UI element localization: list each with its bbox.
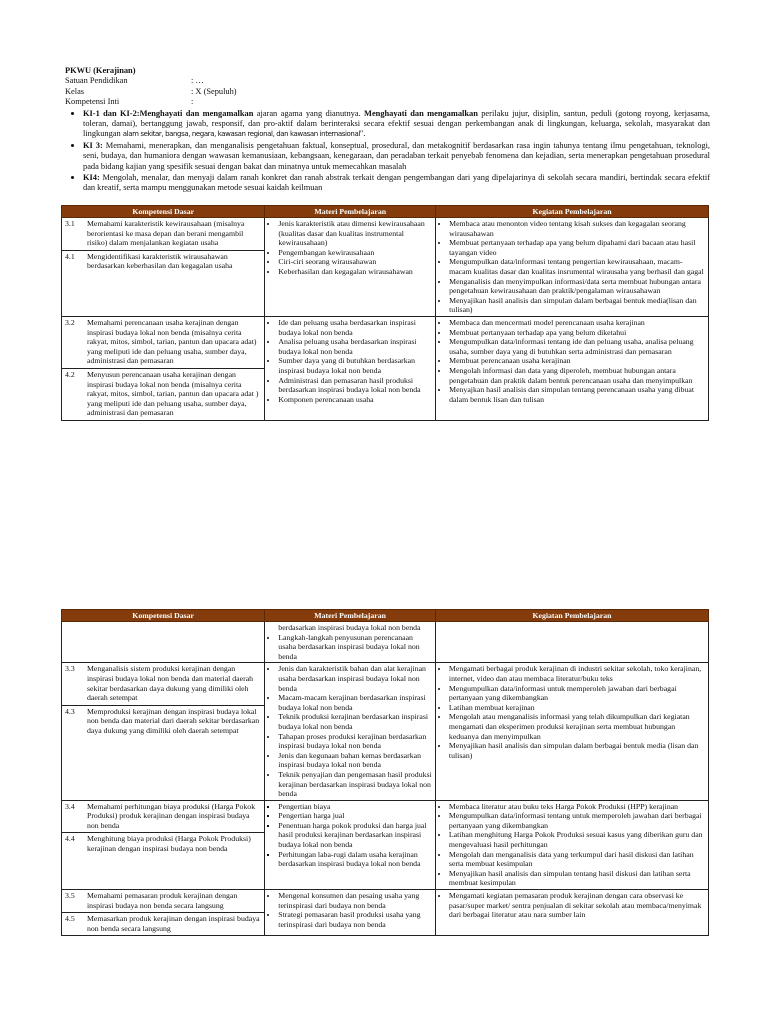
kd-item	[62, 705, 264, 738]
kegiatan-list	[439, 891, 705, 920]
table-row	[62, 622, 709, 663]
kd-number: 4.4	[65, 834, 75, 844]
materi-item: • Teknik produksi kerajinan berdasarkan inspirasi budaya lokal non benda	[278, 712, 432, 731]
kegiatan-item: • Mengumpulkan data/informasi tentang untuk memperoleh jawaban dari berbagai pertanyaan yang dikembangkan	[449, 811, 705, 830]
kegiatan-item: • Membaca literatur atau buku teks Harga Pokok Produksi (HPP) kerajinan	[449, 802, 705, 812]
kegiatan-item: • Mengolah atau menganalisis informasi yang telah dikumpulkan dari kegiatan mengamati dan eksperimen produksi kerajinan serta membuat hubungan keduanya dan menyimpulkan	[449, 712, 705, 741]
kegiatan-item: • Membuat pertanyaan terhadap apa yang belum diketahui	[449, 328, 705, 338]
kegiatan-item: • Membaca atau menonton video tentang kisah sukses dan kegagalan seorang wirausahawan	[449, 219, 705, 238]
materi-item: • Analisa peluang usaha berdasarkan inspirasi budaya lokal non benda	[278, 337, 432, 356]
kd-item	[62, 912, 264, 935]
column-header-kegiatan: Kegiatan Pembelajaran	[435, 610, 708, 622]
kegiatan-item: • Mengamati berbagai produk kerajinan di industri sekitar sekolah, toko kerajinan, internet, video dan atau membaca literatur/buku teks	[449, 664, 705, 683]
ki-list	[65, 108, 710, 194]
silabus-table-1	[61, 205, 709, 421]
kd-cell	[62, 800, 265, 889]
field-row: Kompetensi Inti :	[65, 97, 194, 107]
kd-number: 3.1	[65, 219, 75, 228]
kd-number: 4.1	[65, 251, 75, 261]
materi-list	[268, 664, 432, 798]
materi-item: • Macam-macam kerajinan berdasarkan inspirasi budaya lokal non benda	[278, 693, 432, 712]
materi-list	[268, 891, 432, 929]
kd-number: 4.2	[65, 369, 75, 379]
kd-text: Memahami perhitungan biaya produksi (Harga Pokok Produksi) produk kerajinan dengan inspirasi budaya non benda	[87, 801, 256, 830]
materi-item: • Jenis karakteristik atau dimensi kewirausahaan (kualitas dasar dan kualitas instrumental kewirausahaan)	[278, 219, 432, 248]
ki-3: • KI 3: Memahami, menerapkan, dan menganalisis pengetahuan faktual, konseptual, prosedural, dan metakognitif berdasarkan rasa ingin tahunya tentang ilmu pengetahuan, teknologi, seni, budaya, dan humaniora dengan wawasan kemanusiaan, kebangsaan, kenegaraan, dan peradaban terkait penyebab fenomena dan kejadian, serta menerapkan pengetahuan prosedural pada bidang kajian yang spesifik sesuai dengan bakat dan minatnya untuk memecahkan masalah	[83, 140, 710, 172]
materi-cell	[265, 663, 436, 800]
kd-cell	[62, 890, 265, 936]
kegiatan-cell	[436, 218, 709, 317]
silabus-table-2	[61, 609, 709, 936]
materi-item: ▪ Penentuan harga pokok produksi dan harga jual hasil produksi kerajinan berdasarkan inspirasi budaya lokal non benda	[278, 821, 432, 850]
materi-item: • Pengembangan kewirausahaan	[278, 248, 432, 258]
kegiatan-cell	[435, 663, 708, 800]
materi-cell	[265, 622, 436, 663]
kd-number: 3.3	[65, 664, 75, 674]
materi-item: • Komponen perencanaan usaha	[278, 395, 432, 405]
kegiatan-item: • Mengumpulkan data/informasi tentang ide dan peluang usaha, analisa peluang usaha, sumber daya yang di butuhkan serta administrasi dan pemasaran	[449, 337, 705, 356]
kd-text: Menganalisis sistem produksi kerajinan dengan inspirasi budaya lokal non benda dan material daerah sekitar berdasarkan daya dukung yang dimiliki oleh daerah setempat	[87, 664, 254, 703]
materi-list	[268, 219, 432, 277]
kegiatan-item: • Mengamati kegiatan pemasaran produk kerajinan dengan cara observasi ke pasar/super market/ sentra penjualan di sekitar sekolah atau membaca/menyimak dari berbagai literatur atau nara sumber lain	[449, 891, 705, 920]
kd-text: Menghitung biaya produksi (Harga Pokok Produksi) kerajinan dengan inspirasi budaya non benda	[87, 834, 251, 854]
materi-item: • Ciri-ciri seorang wirausahawan	[278, 257, 432, 267]
column-header-kd: Kompetensi Dasar	[62, 206, 265, 218]
kegiatan-list	[439, 219, 705, 315]
materi-item: • Mengenal konsumen dan pesaing usaha yang terinspirasi dari budaya non benda	[278, 891, 432, 910]
ki-1-2: • KI-1 dan KI-2:Menghayati dan mengamalkan ajaran agama yang dianutnya. Menghayati dan mengamalkan perilaku jujur, disiplin, santun, peduli (gotong royong, kerjasama, toleran, damai), bertanggung jawab, responsif, dan pro-aktif dalam berinteraksi secara efektif sesuai dengan perkembangan anak di lingkungan, keluarga, sekolah, masyarakat dan lingkungan alam sekitar, bangsa, negara, kawasan regional, dan kawasan internasional".	[83, 108, 710, 140]
table-row	[62, 890, 709, 936]
materi-item: • Keberhasilan dan kegagalan wirausahawan	[278, 267, 432, 277]
kd-text: Mengidentifikasi karakteristik wirausahawan berdasarkan keberhasilan dan kegagalan usaha	[87, 251, 233, 271]
materi-item: • Strategi pemasaran hasil produksi usaha yang terinspirasi dari budaya non benda	[278, 910, 432, 929]
materi-continued: berdasarkan inspirasi budaya lokal non benda	[278, 623, 421, 632]
kd-text: Memproduksi kerajinan dengan inspirasi budaya lokal non benda dan material dari daerah sekitar berdasarkan daya dukung yang dimiliki oleh daerah setempat	[87, 706, 260, 735]
kd-number: 3.5	[65, 891, 75, 901]
kegiatan-cell	[435, 622, 708, 663]
materi-item: • Ide dan peluang usaha berdasarkan inspirasi budaya lokal non benda	[278, 318, 432, 337]
table-row	[62, 663, 709, 800]
kegiatan-item: • Latihan menghitung Harga Pokok Produksi sesuai kasus yang diberikan guru dan mengevaluasi hasil perhitungan	[449, 830, 705, 849]
kegiatan-list	[439, 664, 705, 760]
kegiatan-list	[439, 802, 705, 888]
materi-item: • Jenis dan karakteristik bahan dan alat kerajinan usaha berdasarkan inspirasi budaya lokal non benda	[278, 664, 432, 693]
kegiatan-item: • Menyajkan hasil analisis dan simpulan tentang perencanaan usaha yang dibuat dalam bentuk lisan dan tulisan	[449, 385, 705, 404]
kegiatan-item: • Menyajikan hasil analisis dan simpulan tentang hasil diskusi dan latihan serta membuat kesimpulan	[449, 869, 705, 888]
kd-text: Memahami pemasaran produk kerajinan dengan inspirasi budaya non benda secara langsung	[87, 891, 238, 910]
kegiatan-item: • Membuat pertanyaan terhadap apa yang belum dipahami dari bacaan atau hasil tayangan video	[449, 238, 705, 257]
kd-item	[62, 317, 264, 368]
materi-item: • Langkah-langkah penyusunan perencanaan usaha berdasarkan inspirasi budaya lokal non benda	[278, 633, 432, 662]
kd-text: Memahami perencanaan usaha kerajinan dengan inspirasi budaya lokal non benda (misalnya cerita rakyat, mitos, simbol, tarian, pantun dan upacara adat) yang meliputi ide dan peluang usaha, sumber daya, administrasi dan pemasaran	[87, 317, 257, 366]
kd-cell	[62, 218, 265, 317]
materi-cell	[265, 890, 436, 936]
column-header-kd: Kompetensi Dasar	[62, 610, 265, 622]
kegiatan-cell	[436, 316, 709, 420]
table-row	[62, 316, 709, 420]
kd-item	[62, 218, 264, 250]
kegiatan-item: • Mengolah informasi dan data yang diperoleh, membuat hubungan antara pengetahuan dan praktik dalam bentuk perencanaan usaha dan menyimpulkan	[449, 366, 705, 385]
materi-item: ▪ Pengertian harga jual	[278, 811, 432, 821]
table-header-row	[62, 610, 709, 622]
materi-item: ▪ Perhitungan laba-rugi dalam usaha kerajinan berdasarkan inspirasi budaya lokal non benda	[278, 850, 432, 869]
kd-number: 4.5	[65, 914, 75, 924]
field-row: Kelas : X (Sepuluh)	[65, 86, 237, 96]
kegiatan-item: • Membaca dan mencermati model perencanaan usaha kerajinan	[449, 318, 705, 328]
document-header	[65, 66, 710, 194]
handwritten-insert: alam sekitar, bangsa, negara, kawasan regional, dan kawasan internasional	[122, 130, 360, 139]
column-header-kegiatan: Kegiatan Pembelajaran	[436, 206, 709, 218]
kd-cell	[62, 663, 265, 800]
kd-item	[62, 250, 264, 273]
kd-text: Menyusun perencanaan usaha kerajinan dengan inspirasi budaya lokal non benda (misalnya cerita rakyat, mitos, simbol, tarian, pantun dan upacara adat ) yang meliputi ide dan peluang usaha, sumber daya, administrasi dan pemasaran	[87, 369, 259, 418]
kd-cell	[62, 316, 265, 420]
kegiatan-item: • Mengumpulkan data/informasi untuk memperoleh jawaban dari berbagai pertanyaan yang dikembangkan	[449, 684, 705, 703]
subject-title: PKWU (Kerajinan)	[65, 66, 136, 75]
kegiatan-cell	[435, 800, 708, 889]
column-header-materi: Materi Pembelajaran	[265, 206, 436, 218]
materi-item: • Sumber daya yang di butuhkan berdasarkan inspirasi budaya lokal non benda	[278, 356, 432, 375]
kegiatan-item: • Menganalisis dan menyimpulkan informasi/data serta membuat hubungan antara pengetahuan kewirausahaan dan praktik/pengalaman wirausahawan	[449, 277, 705, 296]
ki-4: • KI4: Mengolah, menalar, dan menyaji dalam ranah konkret dan ranah abstrak terkait dengan pengembangan dari yang dipelajarinya di sekolah secara mandiri, bertindak secara efektif dan kreatif, serta mampu menggunakan metode sesuai kaidah keilmuan	[83, 172, 710, 194]
table-row	[62, 800, 709, 889]
materi-list	[268, 802, 432, 869]
materi-cell	[265, 800, 436, 889]
materi-item: • Administrasi dan pemasaran hasil produksi berdasarkan inspirasi budaya lokal non benda	[278, 376, 432, 395]
materi-list	[268, 318, 432, 404]
materi-item: ▪ Pengertian biaya	[278, 802, 432, 812]
materi-item: • Jenis dan kegunaan bahan kemas berdasarkan inspirasi budaya lokal non benda	[278, 751, 432, 770]
materi-cell	[265, 316, 436, 420]
kd-text: Memahami karakteristik kewirausahaan (misalnya berorientasi ke masa depan dan berani mengambil risiko) dalam menjalankan kegiatan usaha	[87, 219, 245, 248]
kegiatan-item: • Menyajikan hasil analisis dan simpulan dalam berbagai bentuk media(lisan dan tulisan)	[449, 296, 705, 315]
kd-number: 3.2	[65, 317, 75, 327]
table-row	[62, 218, 709, 317]
kegiatan-item: • Membuat perencanaan usaha kerajinan	[449, 356, 705, 366]
kegiatan-cell	[435, 890, 708, 936]
kd-item	[62, 890, 264, 912]
materi-cell	[265, 218, 436, 317]
column-header-materi: Materi Pembelajaran	[265, 610, 436, 622]
kd-item	[62, 801, 264, 833]
kd-item	[62, 368, 264, 420]
kegiatan-item: • Mengumpulkan data/informasi tentang pengertian kewirausahaan, macam- macam kualitas dasar dan kualitas insrumental wirausaha yang berhasil dan gagal	[449, 257, 705, 276]
kd-number: 3.4	[65, 801, 75, 811]
kegiatan-item: • Mengolah dan menganalisis data yang terkumpul dari hasil diskusi dan latihan serta membuat kesimpulan	[449, 850, 705, 869]
kd-text: Memasarkan produk kerajinan dengan inspirasi budaya non benda secara langsung	[87, 914, 260, 933]
materi-list	[268, 633, 432, 662]
kd-number: 4.3	[65, 706, 75, 716]
kd-cell	[62, 622, 265, 663]
table-header-row	[62, 206, 709, 218]
materi-item: • Tahapan proses produksi kerajinan berdasarkan inspirasi budaya lokal non benda	[278, 732, 432, 751]
kd-item	[62, 663, 264, 704]
field-row: Satuan Pendidikan : …	[65, 76, 204, 86]
kd-item	[62, 832, 264, 855]
materi-item: • Teknik penyajian dan pengemasan hasil produksi kerajinan berdasarkan inspirasi budaya lokal non benda	[278, 770, 432, 799]
kegiatan-item: • Latihan membuat kerajinan	[449, 703, 705, 713]
kegiatan-list	[439, 318, 705, 404]
kegiatan-item: • Menyajikan hasil analisis dan simpulan dalam berbagai bentuk media (lisan dan tulisan)	[449, 741, 705, 760]
